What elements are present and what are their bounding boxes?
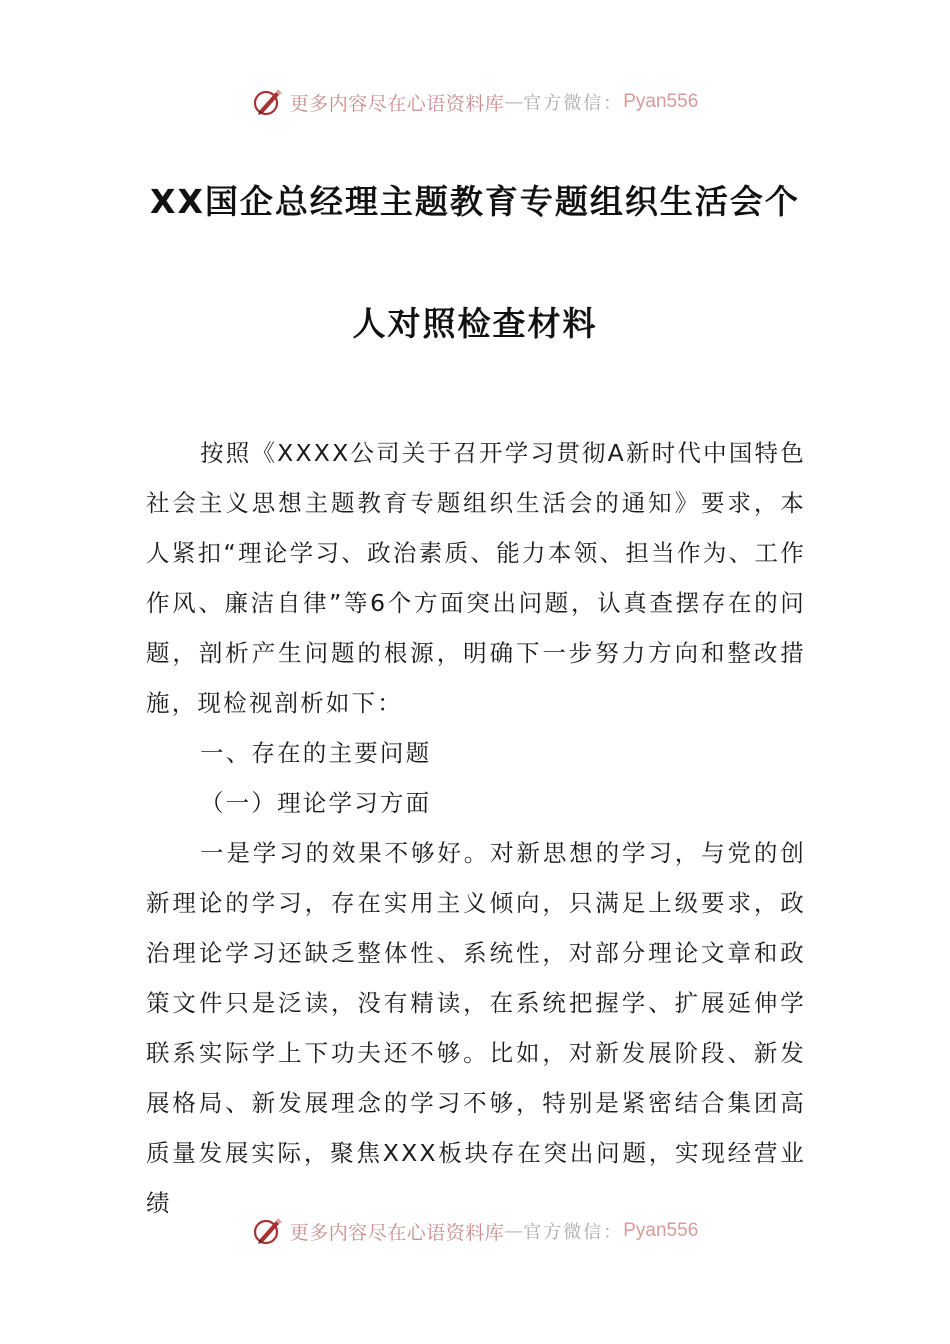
section-heading-main-problems: 一、存在的主要问题 — [200, 739, 432, 767]
footer-watermark — [0, 1211, 950, 1251]
header-watermark — [0, 82, 950, 122]
pen-logo-icon — [252, 1215, 284, 1247]
watermark-main-text: 更多内容尽在心语资料库 — [289, 1221, 505, 1244]
watermark-main-text: 更多内容尽在心语资料库 — [289, 92, 505, 115]
document-title-line-1: XX国企总经理主题教育专题组织生活会个 — [150, 182, 800, 221]
body-paragraph-point-one: 一是学习的效果不够好。对新思想的学习，与党的创新理论的学习，存在实用主义倾向，只满足上级要求，政治理论学习还缺乏整体性、系统性，对部分理论文章和政策文件只是泛读，没有精读，在系统把握学、扩展延伸学联系实际学上下功夫还不够。比如，对新发展阶段、新发展格局、新发展理念的学习不够，特别是紧密结合集团高质量发展实际，聚焦XXX板块存在突出问题，实现经营业绩 — [146, 839, 806, 1217]
watermark-wechat-id: Pyan556 — [623, 1220, 699, 1241]
watermark-official-label: 官方微信： — [523, 93, 624, 114]
document-body — [146, 428, 806, 1228]
watermark-dash: — — [504, 1220, 524, 1242]
watermark-dash: — — [504, 91, 524, 113]
document-title-line-2: 人对照检查材料 — [352, 304, 598, 343]
subsection-heading-theory-study: （一）理论学习方面 — [200, 789, 432, 817]
body-paragraph-intro: 按照《XXXX公司关于召开学习贯彻A新时代中国特色社会主义思想主题教育专题组织生活会的通知》要求，本人紧扣“理论学习、政治素质、能力本领、担当作为、工作作风、廉洁自律”等6个方面突出问题，认真查摆存在的问题，剖析产生问题的根源，明确下一步努力方向和整改措施，现检视剖析如下： — [146, 439, 806, 717]
pen-logo-icon — [252, 86, 284, 118]
watermark-official-label: 官方微信： — [523, 1222, 624, 1243]
watermark-wechat-id: Pyan556 — [623, 91, 699, 112]
